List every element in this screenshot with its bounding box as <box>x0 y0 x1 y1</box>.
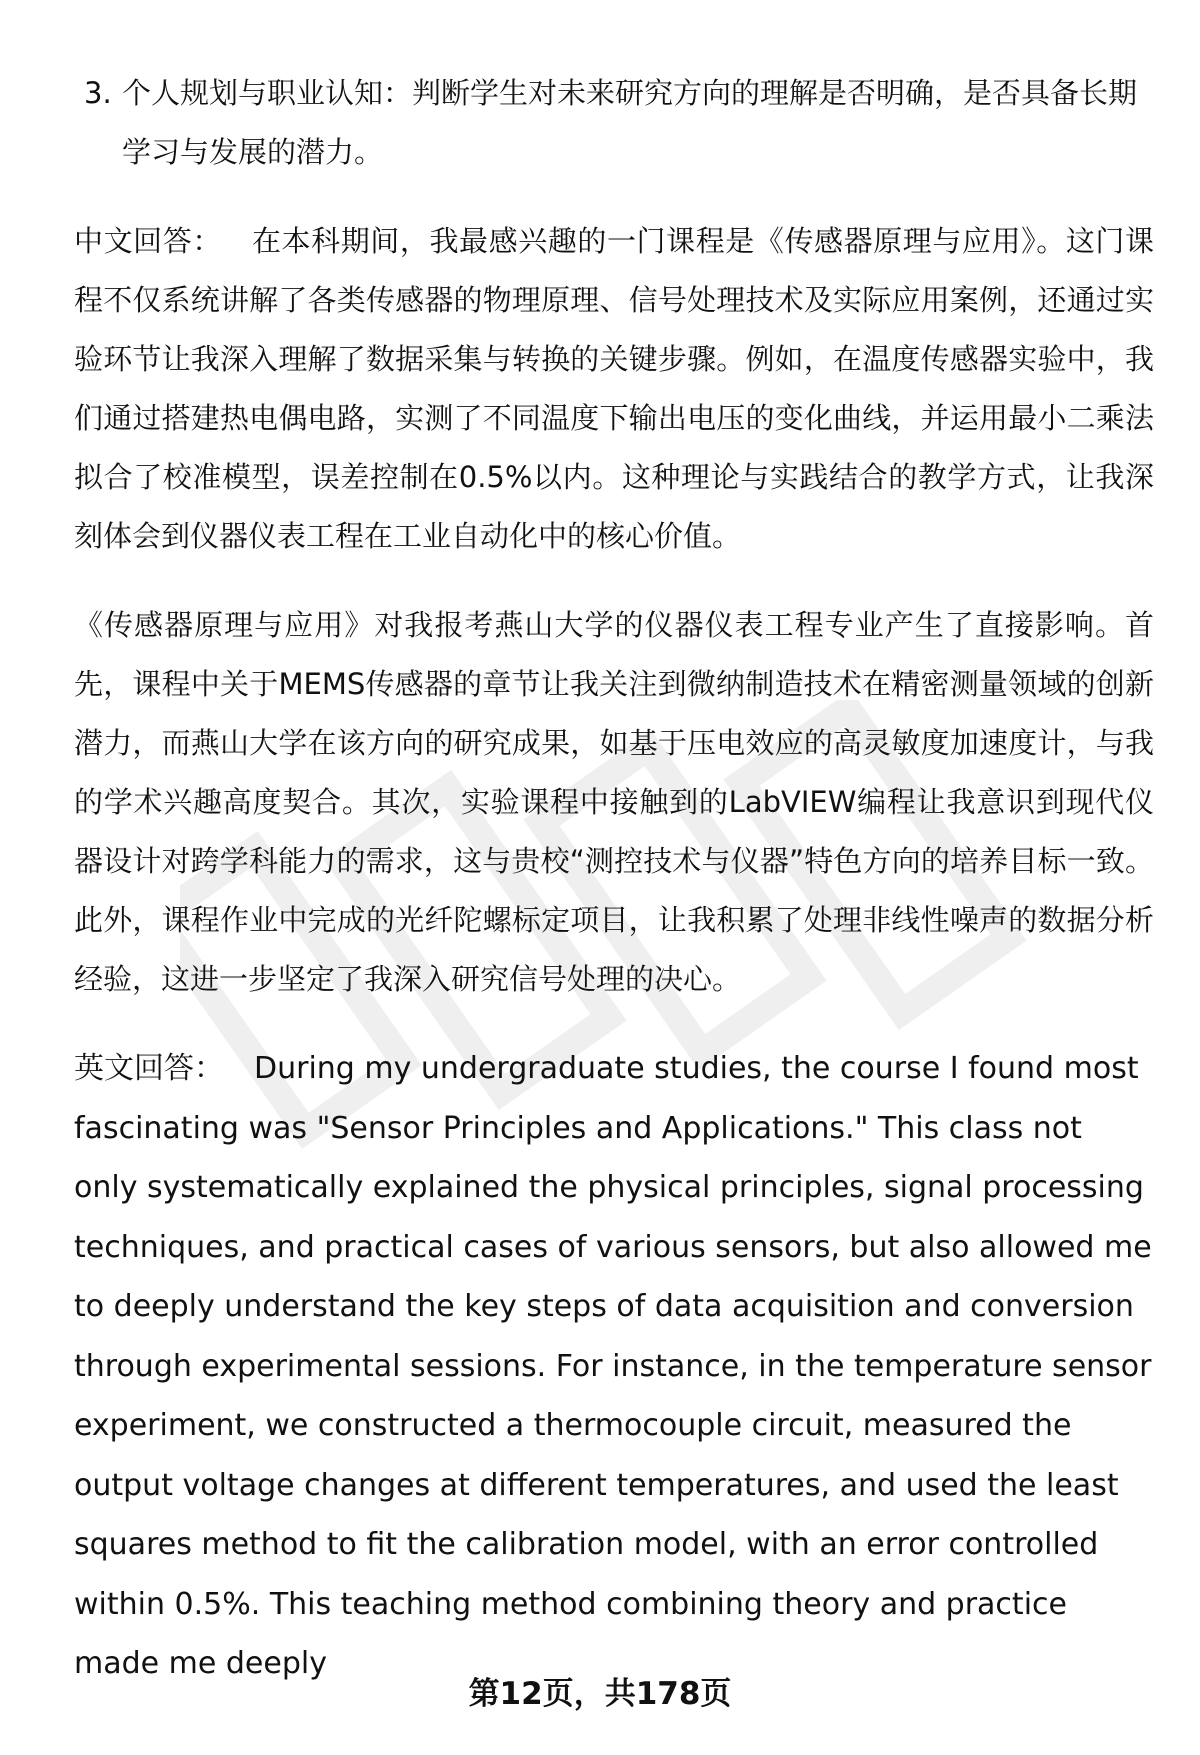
answer-en-label: 英文回答： <box>74 1051 224 1086</box>
answer-cn-text-1: 在本科期间，我最感兴趣的一门课程是《传感器原理与应用》。这门课程不仅系统讲解了各类传感器的物理原理、信号处理技术及实际应用案例，还通过实验环节让我深入理解了数据采集与转换的关键步骤。例如，在温度传感器实验中，我们通过搭建热电偶电路，实测了不同温度下输出电压的变化曲线，并运用最小二乘法拟合了校准模型，误差控制在0.5%以内。这种理论与实践结合的教学方式，让我深刻体会到仪器仪表工程在工业自动化中的核心价值。 <box>74 224 1154 553</box>
list-item-text: 个人规划与职业认知：判断学生对未来研究方向的理解是否明确，是否具备长期学习与发展的潜力。 <box>122 76 1138 169</box>
answer-en-paragraph <box>74 1039 1154 1694</box>
answer-cn-text-2: 《传感器原理与应用》对我报考燕山大学的仪器仪表工程专业产生了直接影响。首先，课程中关于MEMS传感器的章节让我关注到微纳制造技术在精密测量领域的创新潜力，而燕山大学在该方向的研究成果，如基于压电效应的高灵敏度加速度计，与我的学术兴趣高度契合。其次，实验课程中接触到的LabVIEW编程让我意识到现代仪器设计对跨学科能力的需求，这与贵校“测控技术与仪器”特色方向的培养目标一致。此外，课程作业中完成的光纤陀螺标定项目，让我积累了处理非线性噪声的数据分析经验，这进一步坚定了我深入研究信号处理的决心。 <box>74 608 1154 996</box>
list-number: 3. <box>84 76 112 110</box>
list-item-3 <box>74 64 1154 182</box>
answer-en-text: During my undergraduate studies, the course I found most fascinating was "Sensor Principles and Applications." This class not only systematically explained the physical principles, signal processing techniques, and practical cases of various sensors, but also allowed me to deeply understand the key steps of data acquisition and conversion through experimental sessions. For instance, in the temperature sensor experiment, we constructed a thermocouple circuit, measured the output voltage changes at different temperatures, and used the least squares method to fit the calibration model, with an error controlled within 0.5%. This teaching method combining theory and practice made me deeply <box>74 1051 1152 1681</box>
document-page <box>74 64 1154 1724</box>
page-footer: 第12页，共178页 <box>468 1676 732 1712</box>
answer-cn-paragraph-2 <box>74 596 1154 1009</box>
answer-cn-label: 中文回答： <box>74 224 222 258</box>
answer-cn-paragraph-1 <box>74 212 1154 566</box>
